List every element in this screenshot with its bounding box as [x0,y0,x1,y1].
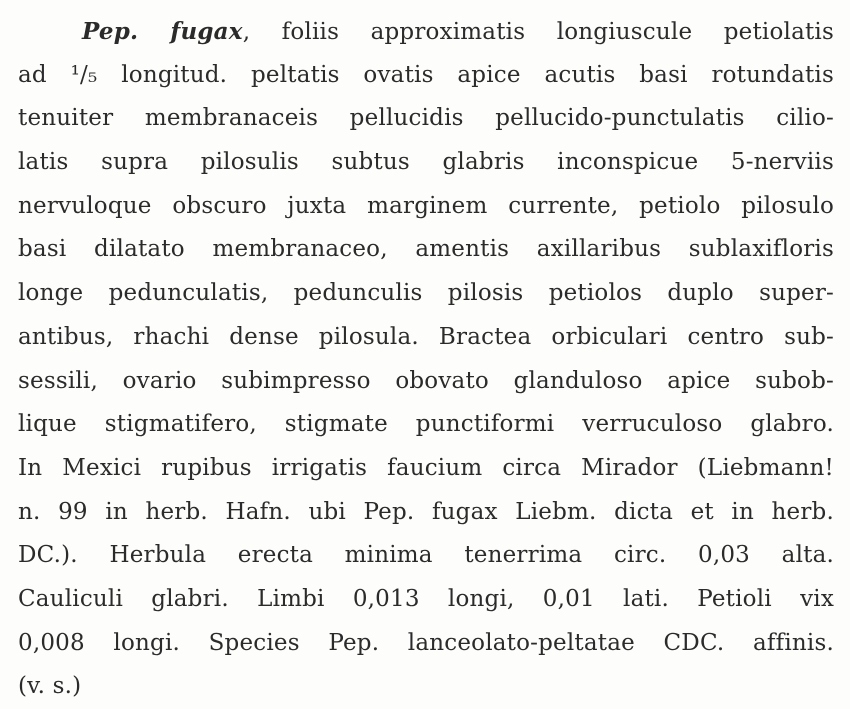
text-line-10: lique stigmatifero, stigmate punctiformi verruculoso glabro. [18,411,834,438]
text-line-9: sessili, ovario subimpresso obovato glanduloso apice subob- [18,367,834,394]
text-line-5: nervuloque obscuro juxta marginem currente, petiolo pilosulo [18,192,834,219]
text-line-13: DC.). Herbula erecta minima tenerrima circ. 0,03 alta. [18,542,834,569]
text-line-11: In Mexici rupibus irrigatis faucium circa Mirador (Liebmann! [18,454,834,481]
text-line-15: 0,008 longi. Species Pep. lanceolato-peltatae CDC. affinis. [18,629,834,656]
line-text: , foliis approximatis longiuscule petiolatis [242,19,834,45]
species-description [18,10,834,709]
text-line-16: (v. s.) [18,673,82,700]
species-name: Pep. fugax [82,18,243,45]
text-line-7: longe pedunculatis, pedunculis pilosis petiolos duplo super- [18,280,834,307]
text-line-12: n. 99 in herb. Hafn. ubi Pep. fugax Liebm. dicta et in herb. [18,498,834,525]
text-line-4: latis supra pilosulis subtus glabris inconspicue 5-nerviis [18,149,834,176]
text-line-6: basi dilatato membranaceo, amentis axillaribus sublaxifloris [18,236,834,263]
text-line-14: Cauliculi glabri. Limbi 0,013 longi, 0,01 lati. Petioli vix [18,585,834,612]
text-line-2: ad ¹/₅ longitud. peltatis ovatis apice acutis basi rotundatis [18,61,834,88]
text-line-3: tenuiter membranaceis pellucidis pellucido-punctulatis cilio- [18,105,834,132]
text-line-8: antibus, rhachi dense pilosula. Bractea orbiculari centro sub- [18,323,834,350]
text-line-1 [18,10,834,54]
